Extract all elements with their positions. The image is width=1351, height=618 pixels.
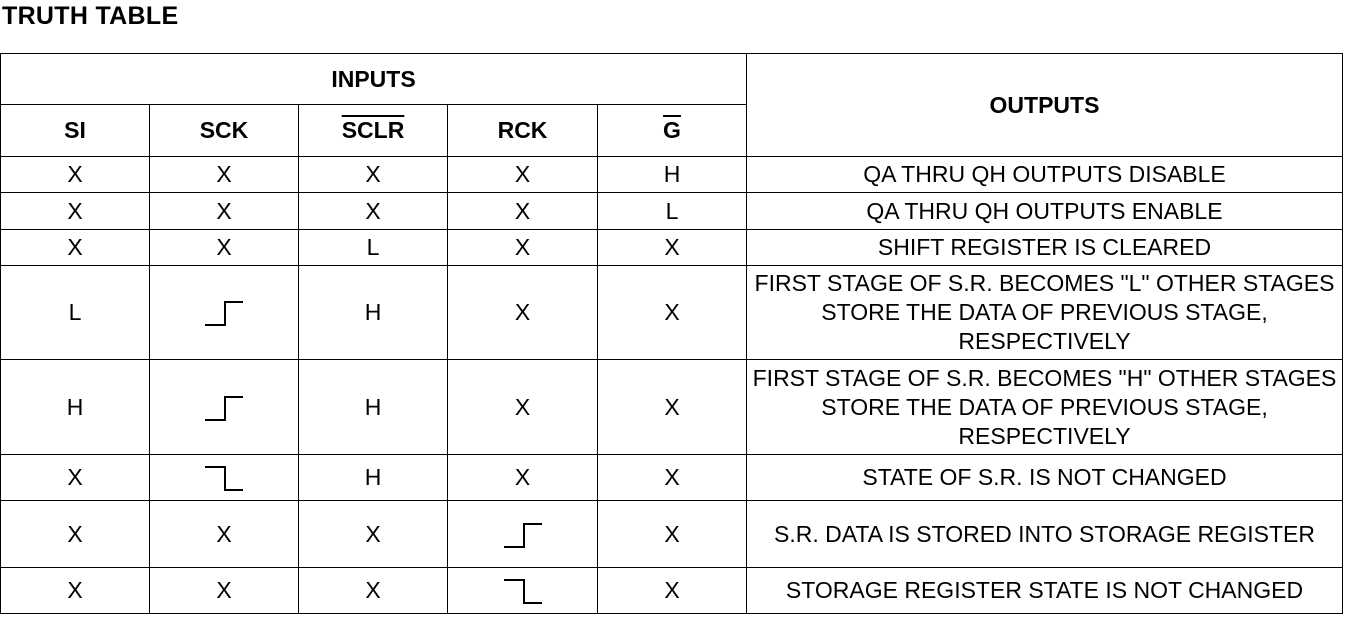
cell-sclr: X xyxy=(299,193,448,230)
cell-sclr: H xyxy=(299,455,448,501)
table-row xyxy=(1,266,1343,360)
column-header-sck: SCK xyxy=(150,105,299,157)
cell-rck: X xyxy=(448,455,598,501)
cell-output: STORAGE REGISTER STATE IS NOT CHANGED xyxy=(747,568,1343,614)
column-header-sclr xyxy=(299,105,448,157)
cell-output: FIRST STAGE OF S.R. BECOMES "L" OTHER STAGES STORE THE DATA OF PREVIOUS STAGE, RESPECTIVELY xyxy=(747,266,1343,360)
cell-sclr: L xyxy=(299,230,448,266)
cell-output: FIRST STAGE OF S.R. BECOMES "H" OTHER STAGES STORE THE DATA OF PREVIOUS STAGE, RESPECTIVELY xyxy=(747,360,1343,455)
falling-edge-icon xyxy=(503,577,543,605)
table-row xyxy=(1,501,1343,568)
column-header-rck: RCK xyxy=(448,105,598,157)
cell-g: X xyxy=(598,360,747,455)
cell-sck: X xyxy=(150,230,299,266)
column-header-g xyxy=(598,105,747,157)
table-row xyxy=(1,193,1343,230)
cell-output: STATE OF S.R. IS NOT CHANGED xyxy=(747,455,1343,501)
sclr-overlined-label: SCLR xyxy=(341,117,405,143)
cell-si: L xyxy=(1,266,150,360)
inputs-group-header: INPUTS xyxy=(1,54,747,105)
cell-g: L xyxy=(598,193,747,230)
cell-si: X xyxy=(1,568,150,614)
outputs-group-header: OUTPUTS xyxy=(747,54,1343,157)
cell-sck xyxy=(150,266,299,360)
rising-edge-icon xyxy=(204,299,244,327)
table-row xyxy=(1,568,1343,614)
cell-rck: X xyxy=(448,360,598,455)
table-row xyxy=(1,360,1343,455)
cell-rck: X xyxy=(448,193,598,230)
cell-rck xyxy=(448,568,598,614)
cell-si: X xyxy=(1,455,150,501)
table-row xyxy=(1,455,1343,501)
cell-rck: X xyxy=(448,266,598,360)
cell-rck xyxy=(448,501,598,568)
cell-sck: X xyxy=(150,501,299,568)
table-row xyxy=(1,157,1343,193)
cell-si: H xyxy=(1,360,150,455)
cell-output: QA THRU QH OUTPUTS ENABLE xyxy=(747,193,1343,230)
cell-g: H xyxy=(598,157,747,193)
truth-table xyxy=(0,53,1343,614)
cell-si: X xyxy=(1,193,150,230)
cell-g: X xyxy=(598,266,747,360)
cell-sclr: H xyxy=(299,266,448,360)
cell-si: X xyxy=(1,230,150,266)
falling-edge-icon xyxy=(204,464,244,492)
cell-output: SHIFT REGISTER IS CLEARED xyxy=(747,230,1343,266)
cell-sck: X xyxy=(150,157,299,193)
cell-sclr: X xyxy=(299,568,448,614)
cell-sclr: X xyxy=(299,157,448,193)
cell-si: X xyxy=(1,501,150,568)
rising-edge-icon xyxy=(204,394,244,422)
cell-g: X xyxy=(598,455,747,501)
cell-rck: X xyxy=(448,230,598,266)
column-header-si: SI xyxy=(1,105,150,157)
cell-sck xyxy=(150,360,299,455)
page-title: TRUTH TABLE xyxy=(2,2,179,30)
g-overlined-label: $\overline{G}$ xyxy=(663,117,681,143)
rising-edge-icon xyxy=(503,521,543,549)
cell-sclr: X xyxy=(299,501,448,568)
cell-g: X xyxy=(598,230,747,266)
truth-table-body xyxy=(1,157,1343,614)
cell-sck: X xyxy=(150,568,299,614)
cell-g: X xyxy=(598,568,747,614)
cell-sclr: H xyxy=(299,360,448,455)
cell-rck: X xyxy=(448,157,598,193)
cell-si: X xyxy=(1,157,150,193)
cell-output: S.R. DATA IS STORED INTO STORAGE REGISTER xyxy=(747,501,1343,568)
cell-g: X xyxy=(598,501,747,568)
table-row xyxy=(1,230,1343,266)
cell-output: QA THRU QH OUTPUTS DISABLE xyxy=(747,157,1343,193)
cell-sck xyxy=(150,455,299,501)
cell-sck: X xyxy=(150,193,299,230)
